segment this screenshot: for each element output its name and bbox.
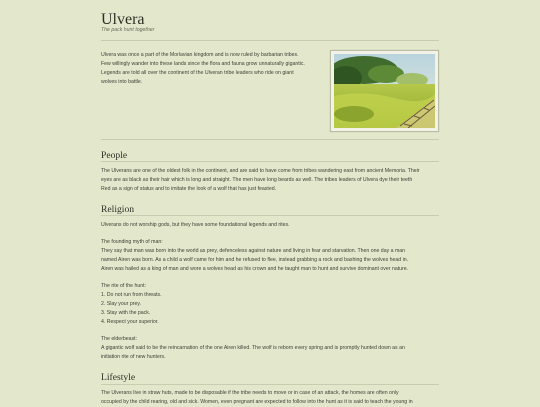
religion-intro-line: Ulverans do not worship gods, but they have some foundational legends and rites. xyxy=(101,222,290,228)
myth-title: The founding myth of man: xyxy=(101,239,163,245)
elderbeast xyxy=(101,335,405,362)
people-line: eyes are as black as their hair which is long and straight. The men have long beards as well. The tribes leaders of Ulvera dye their teeth xyxy=(101,176,413,183)
intro-line: Few willingly wander into these lands since the flora and fauna grow unnaturally gigantic. xyxy=(101,60,305,67)
heading-underline xyxy=(101,161,439,162)
site-tagline: The pack hunt together xyxy=(101,27,155,33)
site-title[interactable]: Ulvera xyxy=(101,11,145,28)
intro-line: wolves into battle. xyxy=(101,78,143,85)
beast-line: A gigantic wolf said to be the reincarnation of the one Airen killed. The wolf is reborn every spring and is promptly hunted down as an xyxy=(101,344,405,351)
intro-line: Legends are told all over the continent of the Ulveran tribe leaders who ride on giant xyxy=(101,69,294,76)
rite-item: 2. Slay your prey. xyxy=(101,300,141,307)
myth-line: named Airen was born. As a child a wolf came for him and he refused to flee, instead grabbing a rock and bashing the wolves head in. xyxy=(101,256,409,263)
heading-religion: Religion xyxy=(101,204,135,215)
rite-of-hunt xyxy=(101,282,162,327)
people-line: Red as a sign of status and to imitate the look of a wolf that has just feasted. xyxy=(101,185,277,192)
intro-line: Ulvera was once a part of the Morlavian kingdom and is now ruled by barbarian tribes. xyxy=(101,52,299,58)
landscape-image xyxy=(330,50,439,132)
beast-line: initiation rite of new hunters. xyxy=(101,353,166,360)
people-line: The Ulverans are one of the oldest folk in the continent, and are said to have come from tribes wandering east from ancient Memoria. Their xyxy=(101,168,420,174)
heading-underline xyxy=(101,384,439,385)
religion-intro xyxy=(101,221,290,230)
rite-item: 1. Do not run from threats. xyxy=(101,291,162,298)
heading-lifestyle: Lifestyle xyxy=(101,372,136,383)
section-divider xyxy=(101,139,439,140)
landscape-illustration xyxy=(334,54,435,128)
rite-item: 3. Stay with the pack. xyxy=(101,309,151,316)
heading-people: People xyxy=(101,150,128,161)
myth-line: Airen was hailed as a king of man and wore a wolves head as his crown and he taught man to hunt and survive dominant over nature. xyxy=(101,265,409,272)
beast-title: The elderbeast: xyxy=(101,336,138,342)
lifestyle-line: occupied by the child rearing, old and sick. Women, even pregnant are expected to follow into the hunt as it is said to teach the young in xyxy=(101,398,413,405)
founding-myth xyxy=(101,238,408,274)
people-paragraph xyxy=(101,167,420,194)
rite-item: 4. Respect your superior. xyxy=(101,318,159,325)
myth-line: They say that man was born into the world as prey, defenceless against nature and living in fear and starvation. Then one day a man xyxy=(101,247,406,254)
header-divider xyxy=(101,40,439,41)
intro-paragraph xyxy=(101,51,305,87)
heading-underline xyxy=(101,215,439,216)
rite-title: The rite of the hunt: xyxy=(101,283,146,289)
lifestyle-line: The Ulverans live in straw huts, made to be disposable if the tribe needs to move or in case of an attack, the homes are often only xyxy=(101,390,399,396)
lifestyle-paragraph xyxy=(101,389,413,407)
